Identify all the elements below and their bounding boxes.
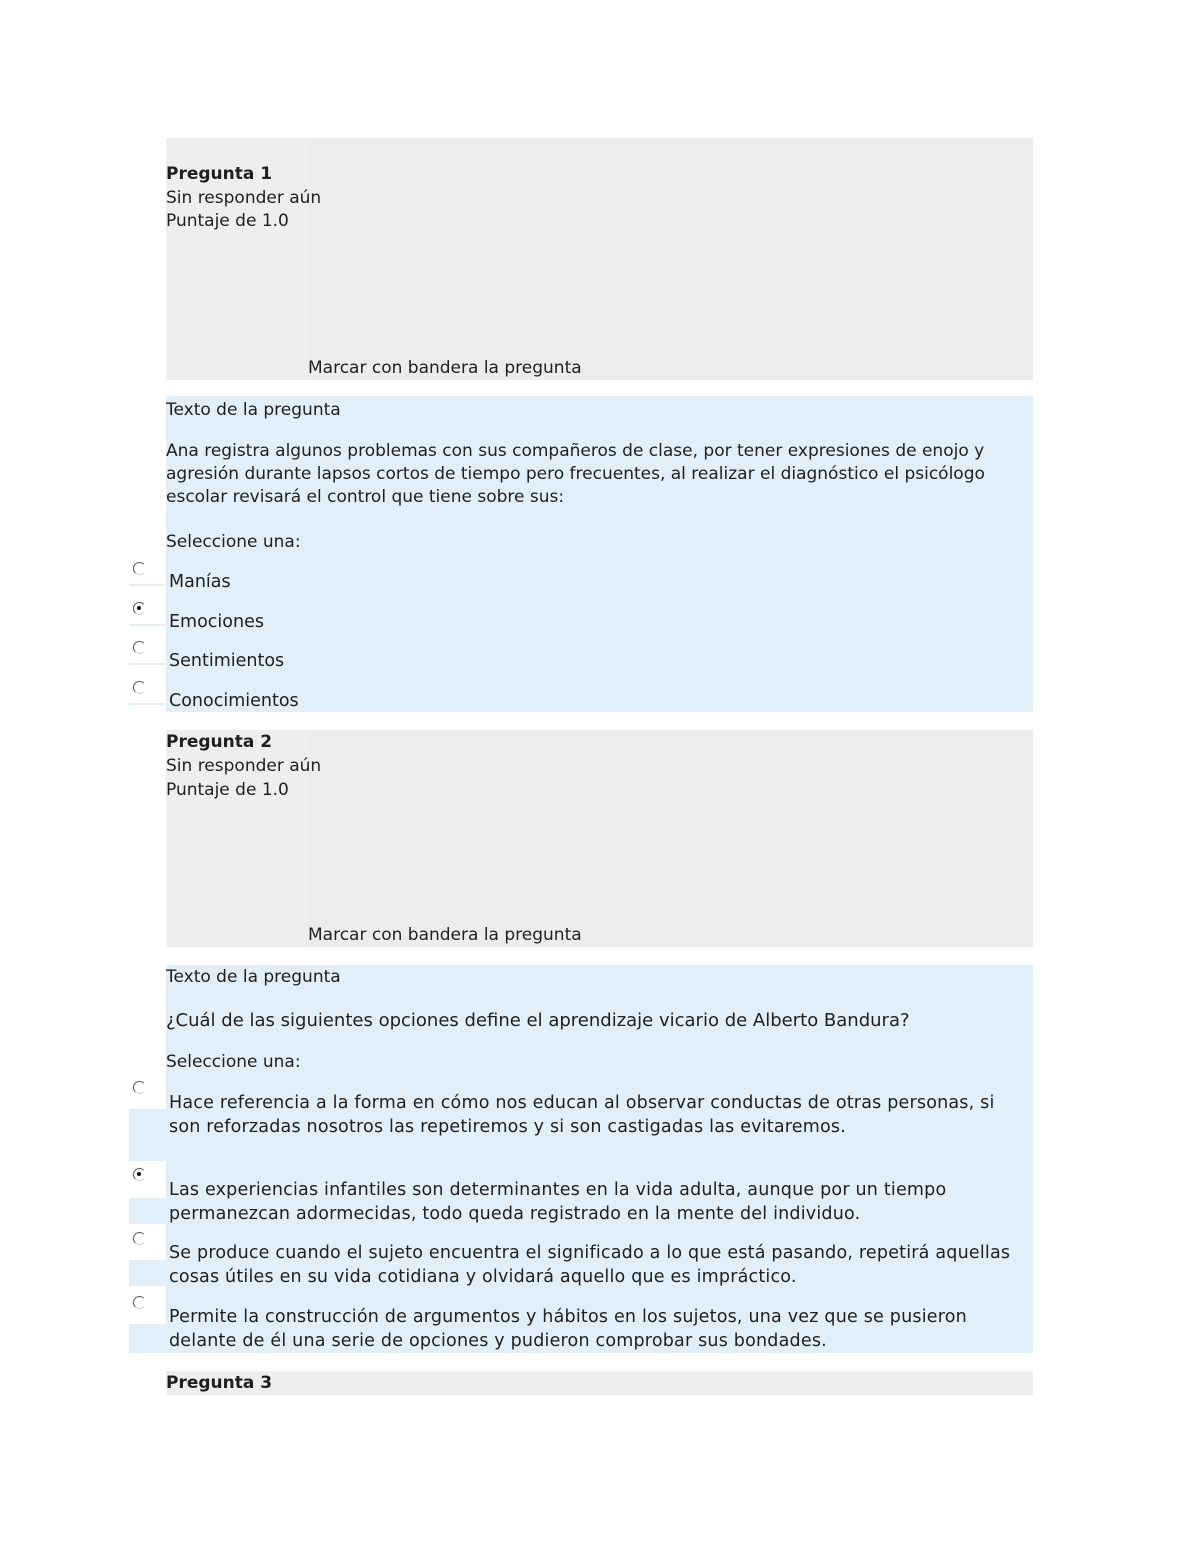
option-label: Emociones xyxy=(169,612,264,632)
question-1-option-2[interactable] xyxy=(129,602,1033,632)
question-2-option-4[interactable] xyxy=(129,1296,1033,1353)
question-2-info xyxy=(166,730,1033,947)
radio-checked-icon[interactable] xyxy=(133,602,146,615)
question-2-text-label: Texto de la pregunta xyxy=(166,967,341,987)
radio-icon[interactable] xyxy=(133,1296,146,1309)
question-1-content xyxy=(129,396,1033,712)
question-1-flag-link[interactable]: Marcar con bandera la pregunta xyxy=(308,358,582,378)
question-2-option-3[interactable] xyxy=(129,1232,1033,1288)
option-row-bg xyxy=(129,663,166,665)
radio-icon[interactable] xyxy=(133,681,146,694)
question-1-option-3[interactable] xyxy=(129,641,1033,671)
question-1-number: Pregunta 1 xyxy=(166,164,273,184)
radio-icon[interactable] xyxy=(133,1232,146,1245)
option-row-bg xyxy=(129,1109,166,1161)
question-1-text: Ana registra algunos problemas con sus compañeros de clase, por tener expresiones de enojo y agresión durante lapsos cortos de tiempo pero frecuentes, al realizar el diagnóstico el psicólogo escolar revisará el control que tiene sobre sus: xyxy=(166,441,985,507)
option-label: Las experiencias infantiles son determinantes en la vida adulta, aunque por un tiempo permanezcan adormecidas, todo queda registrado en la mente del individuo. xyxy=(169,1180,947,1224)
question-2-number: Pregunta 2 xyxy=(166,732,273,752)
option-label: Conocimientos xyxy=(169,691,299,711)
question-1-info-panel xyxy=(308,138,1033,380)
question-1-state: Sin responder aún xyxy=(166,188,322,208)
option-row-bg xyxy=(129,584,166,586)
option-row-bg xyxy=(129,1324,166,1353)
question-1-text-label: Texto de la pregunta xyxy=(166,400,341,420)
question-2-option-2[interactable] xyxy=(129,1168,1033,1224)
radio-icon[interactable] xyxy=(133,562,146,575)
question-2-content xyxy=(129,965,1033,1353)
option-row-bg xyxy=(129,1260,166,1286)
question-1-option-4[interactable] xyxy=(129,681,1033,711)
option-label: Permite la construcción de argumentos y hábitos en los sujetos, una vez que se pusieron delante de él una serie de opciones y pudieron comprobar sus bondades. xyxy=(169,1307,967,1351)
question-2-flag-link[interactable]: Marcar con bandera la pregunta xyxy=(308,925,582,945)
option-row-bg xyxy=(129,624,166,626)
option-label: Se produce cuando el sujeto encuentra el significado a lo que está pasando, repetirá aquellas cosas útiles en su vida cotidiana y olvidará aquello que es impráctico. xyxy=(169,1243,1011,1287)
question-1-prompt: Seleccione una: xyxy=(166,532,301,552)
option-label: Hace referencia a la forma en cómo nos educan al observar conductas de otras personas, si son reforzadas nosotros las repetiremos y si son castigadas las evitaremos. xyxy=(169,1093,995,1137)
question-2-info-panel xyxy=(308,730,1033,947)
question-2-option-1[interactable] xyxy=(129,1081,1033,1161)
option-row-bg xyxy=(129,1198,166,1224)
radio-icon[interactable] xyxy=(133,641,146,654)
question-1-option-1[interactable] xyxy=(129,562,1033,592)
question-3-info xyxy=(166,1371,1033,1395)
question-1-grade: Puntaje de 1.0 xyxy=(166,211,289,231)
question-2-text: ¿Cuál de las siguientes opciones define el aprendizaje vicario de Alberto Bandura? xyxy=(166,1010,910,1031)
option-label: Manías xyxy=(169,572,231,592)
radio-icon[interactable] xyxy=(133,1081,146,1094)
question-3-number: Pregunta 3 xyxy=(166,1373,273,1393)
question-2-grade: Puntaje de 1.0 xyxy=(166,780,289,800)
option-row-bg xyxy=(129,703,166,705)
question-2-state: Sin responder aún xyxy=(166,756,322,776)
option-label: Sentimientos xyxy=(169,651,285,671)
question-2-prompt: Seleccione una: xyxy=(166,1052,301,1072)
question-1-info xyxy=(166,138,1033,380)
radio-checked-icon[interactable] xyxy=(133,1168,146,1181)
